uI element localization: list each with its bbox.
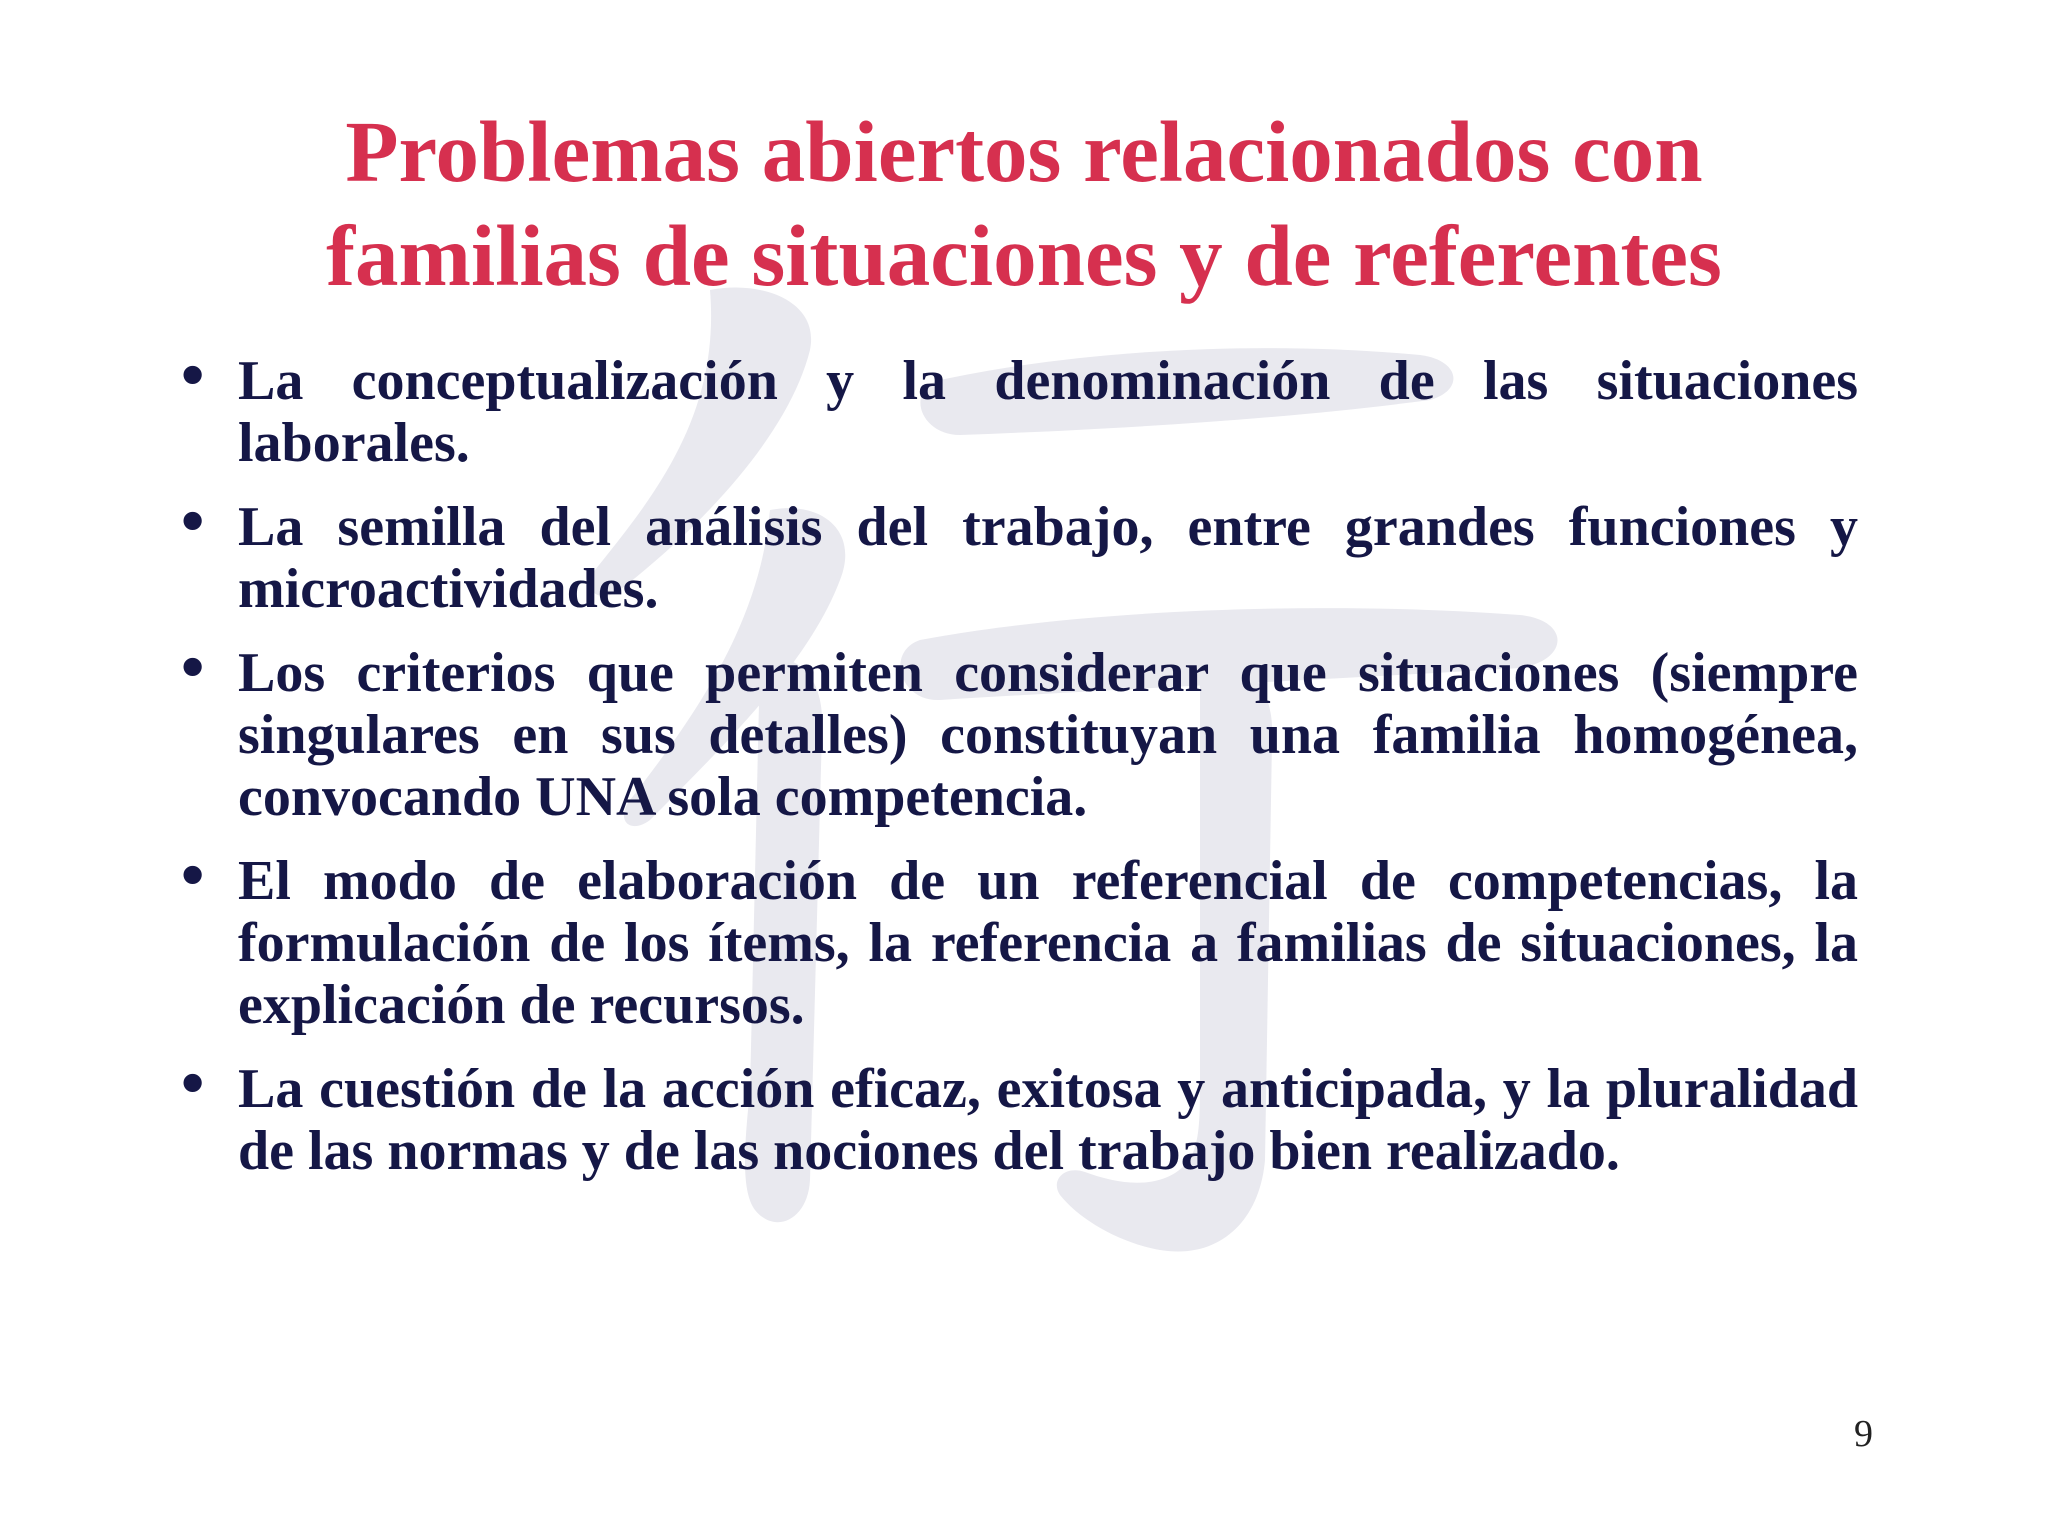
bullet-dot-icon: • [176,347,210,407]
slide-title [0,100,2048,308]
title-line-2: familias de situaciones y de referentes [326,207,1722,304]
bullet-item [168,1055,1858,1182]
bullet-item [168,347,1858,474]
bullet-dot-icon: • [176,493,210,553]
bullet-text: Los criterios que permiten considerar que situaciones (siempre singulares en sus detalles) constituyan una familia homogénea, convocando UNA sola competencia. [238,642,1858,828]
bullet-text: La cuestión de la acción eficaz, exitosa y anticipada, y la pluralidad de las normas y de las nociones del trabajo bien realizado. [238,1058,1858,1182]
bullet-dot-icon: • [176,1055,210,1115]
bullet-item [168,639,1858,828]
bullet-dot-icon: • [176,639,210,699]
bullet-item [168,847,1858,1036]
bullet-list [168,347,1858,1204]
bullet-text: La conceptualización y la denominación de las situaciones laborales. [238,350,1858,474]
bullet-dot-icon: • [176,847,210,907]
bullet-item [168,493,1858,620]
bullet-text: El modo de elaboración de un referencial de competencias, la formulación de los ítems, la referencia a familias de situaciones, la explicación de recursos. [238,850,1858,1036]
title-line-1: Problemas abiertos relacionados con [345,103,1703,200]
bullet-text: La semilla del análisis del trabajo, entre grandes funciones y microactividades. [238,496,1858,620]
page-number: 9 [1854,1413,1873,1455]
